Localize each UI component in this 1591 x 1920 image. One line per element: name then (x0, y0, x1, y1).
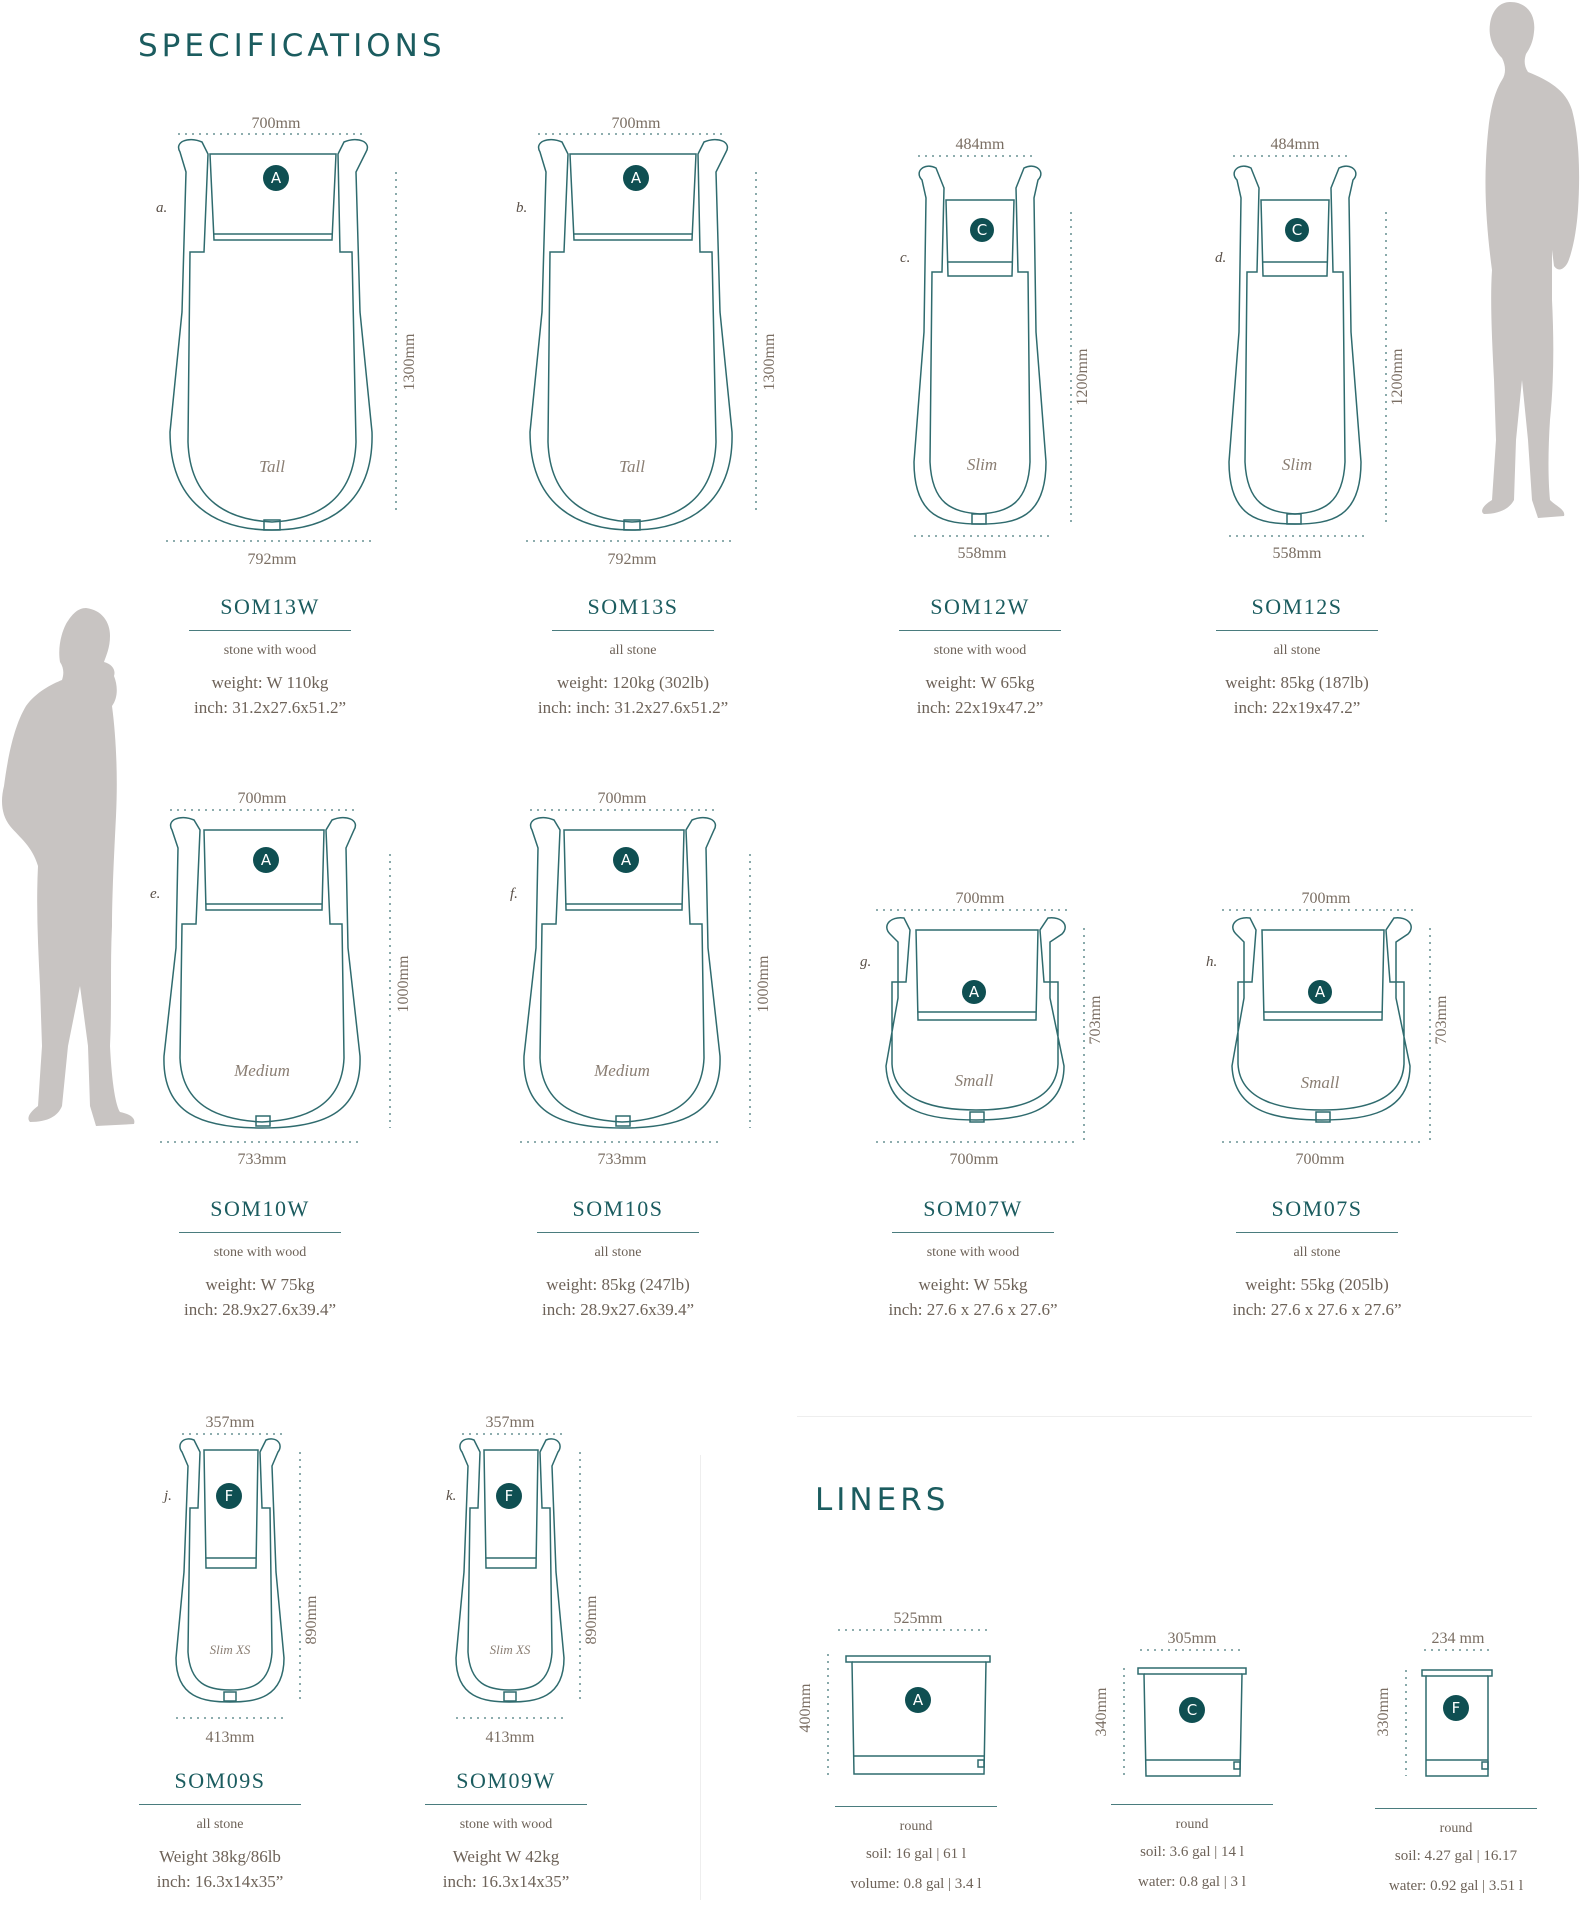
item-letter: f. (510, 886, 518, 902)
divider-line (1111, 1804, 1273, 1805)
liner-badge: A (630, 169, 642, 187)
item-letter: d. (1215, 250, 1227, 266)
product-info (880, 594, 1080, 718)
item-letter: e. (150, 886, 161, 902)
weight-label: weight: 120kg (302lb) (556, 673, 710, 692)
product-info (1197, 594, 1397, 718)
planter-diagram (150, 112, 440, 572)
top-width-label: 484mm (955, 136, 1005, 153)
divider-line (1236, 1232, 1398, 1233)
person-silhouette-icon-left (0, 606, 140, 1136)
divider-line (537, 1232, 699, 1233)
divider-line (899, 630, 1061, 631)
product-info (120, 1768, 320, 1892)
base-width-label: 700mm (1295, 1151, 1345, 1168)
section-divider-horizontal (797, 1416, 1532, 1417)
planter-outline-icon (440, 1412, 640, 1752)
inch-dimensions: inch: 22x19x47.2” (1233, 698, 1361, 717)
model-code: SOM13W (220, 594, 320, 619)
liner-badge: F (1451, 1699, 1461, 1717)
top-width-label: 700mm (955, 890, 1005, 907)
height-label: 1200mm (1389, 348, 1406, 406)
top-width-label: 700mm (237, 790, 287, 807)
weight-label: weight: W 65kg (925, 673, 1035, 692)
inch-dimensions: inch: inch: 31.2x27.6x51.2” (537, 698, 729, 717)
material-label: all stone (1273, 643, 1321, 658)
base-width-label: 413mm (205, 1729, 255, 1746)
weight-label: weight: 85kg (247lb) (546, 1275, 690, 1294)
height-label: 703mm (1433, 995, 1450, 1045)
base-width-label: 558mm (1272, 545, 1322, 562)
liner-badge: C (1186, 1701, 1198, 1719)
liner-outline-icon (1093, 1628, 1276, 1788)
base-width-label: 558mm (957, 545, 1007, 562)
liner-badge: A (968, 983, 980, 1001)
weight-label: Weight W 42kg (452, 1847, 560, 1866)
material-label: stone with wood (926, 1245, 1020, 1260)
top-width-label: 700mm (1301, 890, 1351, 907)
planter-diagram (508, 788, 788, 1168)
liner-shape-label: round (1175, 1817, 1209, 1832)
planter-outline-icon (160, 1412, 360, 1752)
model-code: SOM09W (456, 1768, 556, 1793)
product-info (518, 1196, 718, 1320)
height-label: 890mm (303, 1595, 320, 1645)
liner-badge: A (260, 851, 272, 869)
shape-label: Tall (619, 457, 645, 476)
material-label: stone with wood (223, 643, 317, 658)
liner-shape-label: round (1439, 1821, 1473, 1836)
shape-label: Medium (594, 1061, 650, 1080)
liner-width-label: 305mm (1167, 1630, 1217, 1647)
liner-badge: C (976, 221, 988, 239)
top-width-label: 700mm (611, 115, 661, 132)
inch-dimensions: inch: 27.6 x 27.6 x 27.6” (1232, 1300, 1402, 1319)
liner-soil-capacity: soil: 3.6 gal | 14 l (1140, 1844, 1244, 1860)
model-code: SOM12S (1251, 594, 1343, 619)
specifications-heading: SPECIFICATIONS (138, 28, 446, 64)
product-info (170, 594, 370, 718)
liner-width-label: 525mm (893, 1610, 943, 1627)
top-width-label: 357mm (205, 1414, 255, 1431)
item-letter: k. (446, 1488, 457, 1504)
model-code: SOM13S (587, 594, 679, 619)
shape-label: Slim XS (209, 1642, 251, 1657)
shape-label: Tall (259, 457, 285, 476)
inch-dimensions: inch: 16.3x14x35” (156, 1872, 284, 1891)
base-width-label: 792mm (247, 551, 297, 568)
inch-dimensions: inch: 22x19x47.2” (916, 698, 1044, 717)
shape-label: Slim (1281, 455, 1313, 474)
item-letter: a. (156, 200, 168, 216)
shape-label: Small (954, 1071, 994, 1090)
liner-badge: F (224, 1487, 234, 1505)
weight-label: weight: W 110kg (211, 673, 329, 692)
planter-diagram (1204, 888, 1464, 1168)
planter-diagram (858, 888, 1118, 1168)
inch-dimensions: inch: 31.2x27.6x51.2” (193, 698, 347, 717)
material-label: stone with wood (933, 643, 1027, 658)
liner-height-label: 400mm (797, 1683, 814, 1733)
liner-water-capacity: water: 0.8 gal | 3 l (1138, 1874, 1246, 1890)
product-info (406, 1768, 606, 1892)
item-letter: c. (900, 250, 911, 266)
weight-label: weight: 55kg (205lb) (1245, 1275, 1389, 1294)
person-silhouette-icon-right (1440, 0, 1590, 520)
top-width-label: 700mm (597, 790, 647, 807)
weight-label: weight: W 55kg (918, 1275, 1028, 1294)
liner-outline-icon (1376, 1628, 1536, 1788)
liner-info (1356, 1808, 1556, 1895)
liner-diagram (796, 1608, 1006, 1788)
weight-label: Weight 38kg/86lb (159, 1847, 281, 1866)
shape-label: Slim (966, 455, 998, 474)
base-width-label: 792mm (607, 551, 657, 568)
planter-diagram (896, 132, 1116, 572)
planter-outline-icon (508, 788, 788, 1168)
inch-dimensions: inch: 27.6 x 27.6 x 27.6” (888, 1300, 1058, 1319)
liner-badge: C (1291, 221, 1303, 239)
height-label: 1000mm (395, 955, 412, 1013)
shape-label: Small (1300, 1073, 1340, 1092)
liner-water-capacity: water: 0.92 gal | 3.51 l (1388, 1878, 1524, 1894)
material-label: stone with wood (213, 1245, 307, 1260)
inch-dimensions: inch: 28.9x27.6x39.4” (183, 1300, 337, 1319)
material-label: all stone (594, 1245, 642, 1260)
inch-dimensions: inch: 16.3x14x35” (442, 1872, 570, 1891)
divider-line (892, 1232, 1054, 1233)
shape-label: Medium (234, 1061, 290, 1080)
liner-badge: A (1314, 983, 1326, 1001)
planter-diagram (1211, 132, 1431, 572)
planter-diagram (440, 1412, 640, 1752)
planter-outline-icon (896, 132, 1116, 572)
base-width-label: 700mm (949, 1151, 999, 1168)
weight-label: weight: 85kg (187lb) (1225, 673, 1369, 692)
liner-badge: A (912, 1691, 924, 1709)
model-code: SOM10S (572, 1196, 664, 1221)
model-code: SOM07S (1271, 1196, 1363, 1221)
planter-diagram (510, 112, 800, 572)
divider-line (139, 1804, 301, 1805)
top-width-label: 484mm (1270, 136, 1320, 153)
model-code: SOM07W (923, 1196, 1023, 1221)
divider-line (835, 1806, 997, 1807)
model-code: SOM09S (174, 1768, 266, 1793)
liner-outline-icon (796, 1608, 1006, 1788)
liner-soil-capacity: soil: 4.27 gal | 16.17 (1394, 1848, 1518, 1864)
top-width-label: 700mm (251, 115, 301, 132)
weight-label: weight: W 75kg (205, 1275, 315, 1294)
product-info (868, 1196, 1078, 1320)
height-label: 890mm (583, 1595, 600, 1645)
product-info (160, 1196, 360, 1320)
planter-diagram (160, 1412, 360, 1752)
top-width-label: 357mm (485, 1414, 535, 1431)
planter-outline-icon (858, 888, 1118, 1168)
liner-water-capacity: volume: 0.8 gal | 3.4 l (850, 1876, 982, 1892)
divider-line (189, 630, 351, 631)
item-letter: h. (1206, 954, 1218, 970)
product-info (508, 594, 758, 718)
item-letter: j. (164, 1488, 172, 1504)
divider-line (179, 1232, 341, 1233)
liners-heading: LINERS (815, 1482, 950, 1518)
item-letter: g. (860, 954, 872, 970)
material-label: all stone (196, 1817, 244, 1832)
liner-soil-capacity: soil: 16 gal | 61 l (865, 1846, 967, 1862)
planter-outline-icon (150, 112, 440, 572)
planter-diagram (148, 788, 428, 1168)
liner-shape-label: round (899, 1819, 933, 1834)
divider-line (552, 630, 714, 631)
model-code: SOM12W (930, 594, 1030, 619)
inch-dimensions: inch: 28.9x27.6x39.4” (541, 1300, 695, 1319)
shape-label: Slim XS (489, 1642, 531, 1657)
liner-info (1092, 1804, 1292, 1891)
liner-diagram (1093, 1628, 1276, 1788)
item-letter: b. (516, 200, 528, 216)
product-info (1212, 1196, 1422, 1320)
divider-line (1375, 1808, 1537, 1809)
material-label: stone with wood (459, 1817, 553, 1832)
base-width-label: 733mm (237, 1151, 287, 1168)
height-label: 703mm (1087, 995, 1104, 1045)
liner-diagram (1376, 1628, 1536, 1788)
model-code: SOM10W (210, 1196, 310, 1221)
height-label: 1300mm (401, 333, 418, 391)
planter-outline-icon (510, 112, 800, 572)
planter-outline-icon (148, 788, 428, 1168)
height-label: 1000mm (755, 955, 772, 1013)
liner-badge: F (504, 1487, 514, 1505)
material-label: all stone (609, 643, 657, 658)
liner-height-label: 330mm (1375, 1687, 1392, 1737)
liner-info (816, 1806, 1016, 1893)
liner-badge: A (270, 169, 282, 187)
section-divider-vertical (700, 1455, 701, 1900)
base-width-label: 733mm (597, 1151, 647, 1168)
divider-line (1216, 630, 1378, 631)
planter-outline-icon (1211, 132, 1431, 572)
divider-line (425, 1804, 587, 1805)
liner-width-label: 234 mm (1431, 1630, 1485, 1647)
material-label: all stone (1293, 1245, 1341, 1260)
height-label: 1300mm (761, 333, 778, 391)
liner-badge: A (620, 851, 632, 869)
liner-height-label: 340mm (1093, 1687, 1110, 1737)
base-width-label: 413mm (485, 1729, 535, 1746)
planter-outline-icon (1204, 888, 1464, 1168)
height-label: 1200mm (1074, 348, 1091, 406)
